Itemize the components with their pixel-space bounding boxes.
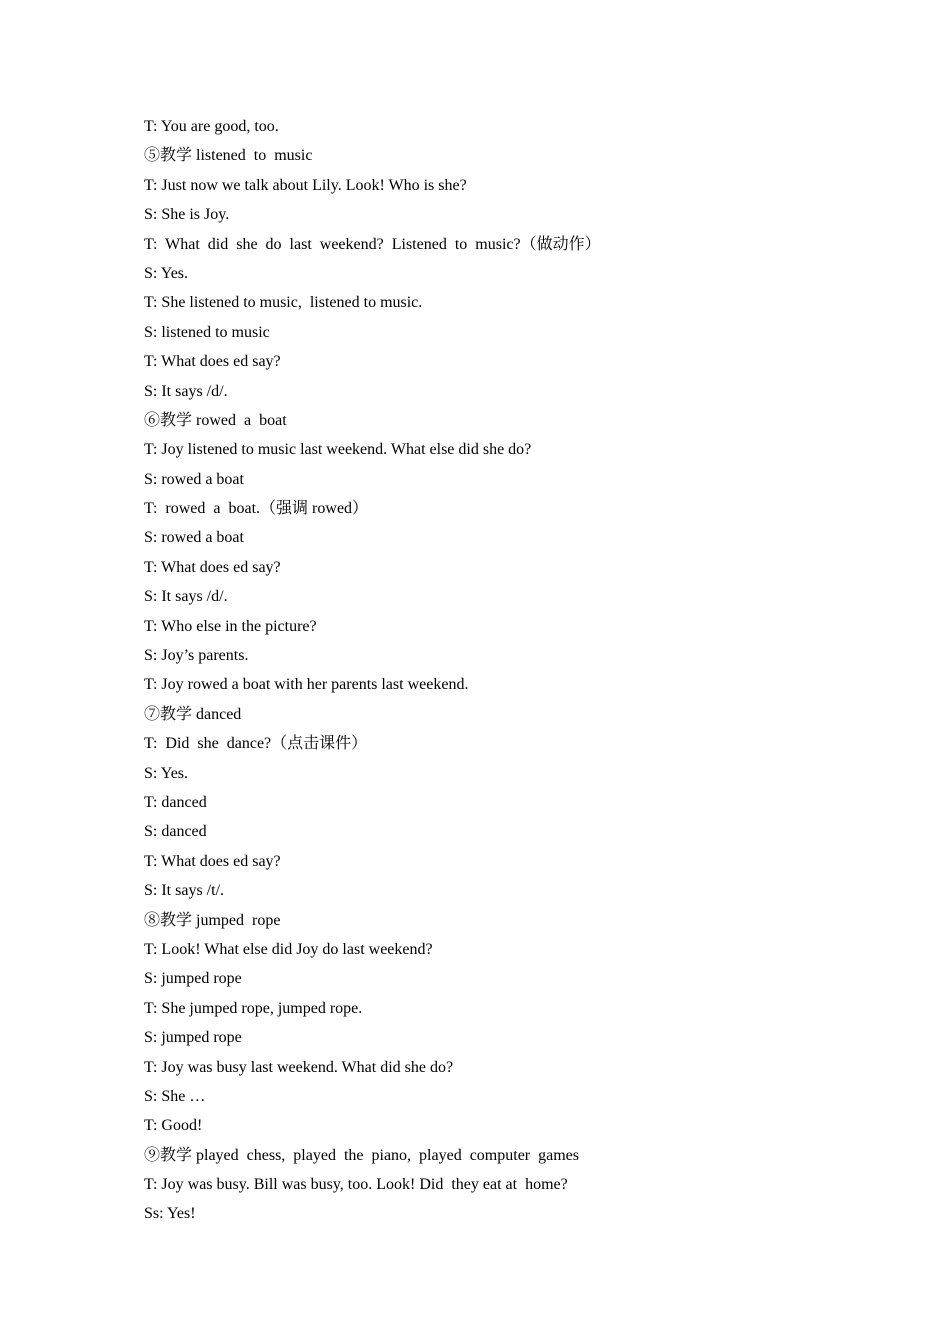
dialogue-line: S: It says /d/. <box>144 588 228 606</box>
dialogue-line: S: It says /d/. <box>144 382 228 400</box>
dialogue-line: T: rowed a boat.（强调 rowed） <box>144 500 369 518</box>
dialogue-line: S: jumped rope <box>144 1029 242 1047</box>
dialogue-line: T: What does ed say? <box>144 852 281 870</box>
dialogue-line: T: She jumped rope, jumped rope. <box>144 999 363 1017</box>
dialogue-text <box>144 112 844 1229</box>
dialogue-line: S: She … <box>144 1087 206 1105</box>
dialogue-line: S: She is Joy. <box>144 206 230 224</box>
dialogue-line: S: rowed a boat <box>144 470 244 488</box>
dialogue-line: T: She listened to music, listened to music. <box>144 294 423 312</box>
dialogue-line: T: danced <box>144 793 207 811</box>
dialogue-line: S: Yes. <box>144 764 189 782</box>
dialogue-line: T: Joy was busy last weekend. What did she do? <box>144 1058 454 1076</box>
dialogue-line: ⑧教学 jumped rope <box>144 911 281 929</box>
dialogue-line: T: Good! <box>144 1117 203 1135</box>
dialogue-line: T: Joy rowed a boat with her parents last weekend. <box>144 676 469 694</box>
dialogue-line: S: jumped rope <box>144 970 242 988</box>
dialogue-line: S: danced <box>144 823 207 841</box>
dialogue-line: Ss: Yes! <box>144 1205 196 1223</box>
dialogue-line: T: Just now we talk about Lily. Look! Who is she? <box>144 176 467 194</box>
dialogue-line: S: Yes. <box>144 264 189 282</box>
dialogue-line: T: Look! What else did Joy do last weekend? <box>144 940 433 958</box>
dialogue-line: ⑤教学 listened to music <box>144 147 313 165</box>
dialogue-line: S: Joy’s parents. <box>144 647 249 665</box>
dialogue-line: ⑥教学 rowed a boat <box>144 411 287 429</box>
dialogue-line: T: Joy was busy. Bill was busy, too. Look! Did they eat at home? <box>144 1176 568 1194</box>
dialogue-line: T: You are good, too. <box>144 118 279 135</box>
dialogue-line: T: Who else in the picture? <box>144 617 317 635</box>
dialogue-line: T: What does ed say? <box>144 558 281 576</box>
dialogue-line: S: listened to music <box>144 323 270 341</box>
dialogue-line: ⑨教学 played chess, played the piano, played computer games <box>144 1146 579 1164</box>
dialogue-line: ⑦教学 danced <box>144 705 242 723</box>
dialogue-line: T: What did she do last weekend? Listened to music?（做动作） <box>144 235 601 253</box>
dialogue-line: S: It says /t/. <box>144 882 225 900</box>
dialogue-line: S: rowed a boat <box>144 529 244 547</box>
dialogue-line: T: Did she dance?（点击课件） <box>144 735 368 753</box>
dialogue-line: T: Joy listened to music last weekend. What else did she do? <box>144 441 532 459</box>
dialogue-line: T: What does ed say? <box>144 353 281 371</box>
